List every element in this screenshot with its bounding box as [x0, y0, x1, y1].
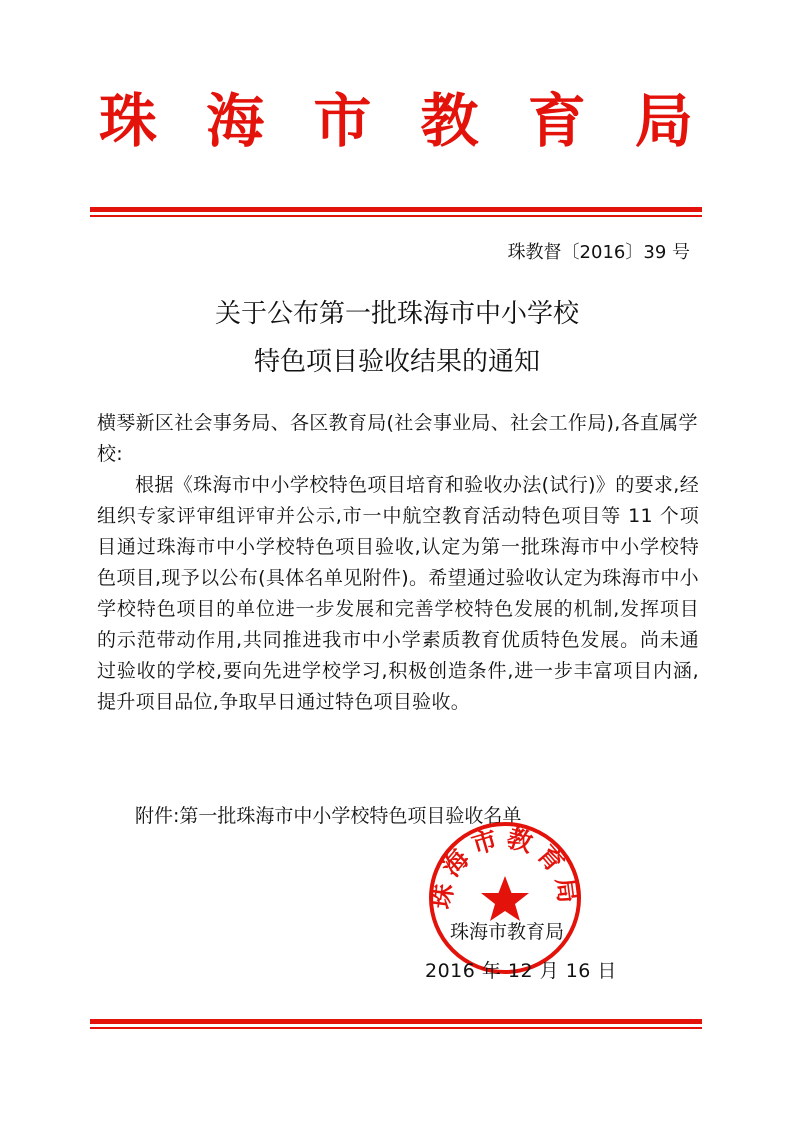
- header-char: 珠: [98, 87, 157, 155]
- star-icon: [481, 876, 529, 921]
- signature-organization: 珠海市教育局: [450, 921, 565, 943]
- header-char: 市: [313, 87, 372, 155]
- title-line-1: 关于公布第一批珠海市中小学校: [214, 299, 579, 329]
- title-line-2: 特色项目验收结果的通知: [253, 347, 540, 377]
- header-char: 育: [527, 87, 586, 155]
- header-divider-thin: [90, 215, 702, 217]
- salutation: 横琴新区社会事务局、各区教育局(社会事业局、社会工作局),各直属学校:: [97, 412, 698, 465]
- footer-divider-thick: [90, 1019, 702, 1024]
- issuing-authority-header: [96, 87, 696, 155]
- seal-text: 珠海市教育局: [427, 823, 583, 911]
- document-number: 珠教督〔2016〕39 号: [507, 242, 690, 263]
- header-divider-thick: [90, 207, 702, 212]
- header-char: 海: [206, 87, 265, 155]
- footer-divider-thin: [90, 1027, 702, 1029]
- body-paragraph: 根据《珠海市中小学校特色项目培育和验收办法(试行)》的要求,经组织专家评审组评审并公示,市一中航空教育活动特色项目等 11 个项目通过珠海市中小学校特色项目验收,认定为第一批珠海市中小学校特色项目,现予以公布(具体名单见附件)。希望通过验收认定为珠海市中小学校特色项目的单位进一步发展和完善学校特色发展的机制,发挥项目的示范带动作用,共同推进我市中小学素质教育优质特色发展。尚未通过验收的学校,要向先进学校学习,积极创造条件,进一步丰富项目内涵,提升项目品位,争取早日通过特色项目验收。: [97, 474, 699, 713]
- document-body: [97, 408, 699, 718]
- official-seal: [427, 820, 583, 976]
- signature-date: 2016 年 12 月 16 日: [425, 960, 617, 982]
- header-char: 教: [420, 87, 479, 155]
- header-char: 局: [634, 87, 693, 155]
- attachment-line: 附件:第一批珠海市中小学校特色项目验收名单: [135, 805, 522, 827]
- document-title: [0, 290, 794, 386]
